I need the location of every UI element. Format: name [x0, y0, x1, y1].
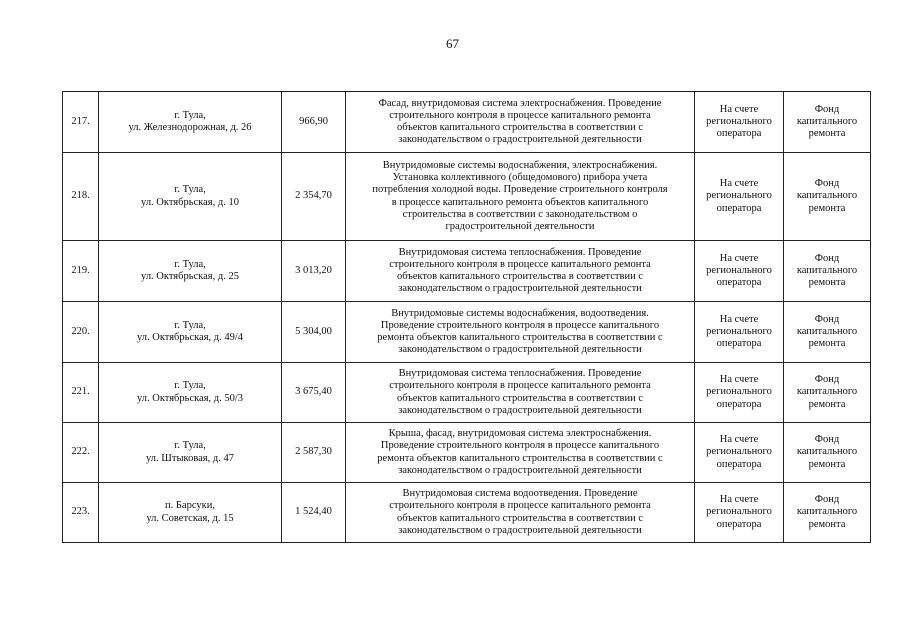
address-line: ул. Железнодорожная, д. 26	[128, 122, 252, 133]
works-description-cell	[346, 92, 695, 153]
row-number-cell: 220.	[63, 302, 99, 363]
address-line: г. Тула,	[174, 184, 206, 196]
account-holder-line: На счете	[719, 494, 759, 506]
works-description-line: объектов капитального строительства в соответствии с	[397, 512, 643, 524]
account-holder-cell	[695, 483, 784, 543]
account-holder-line: На счете	[719, 313, 759, 325]
funding-source-line: Фонд	[814, 178, 840, 190]
works-description-line: Установка коллективного (общедомового) прибора учета	[392, 172, 648, 184]
funding-source-line: Фонд	[814, 103, 840, 115]
works-description-line: Проведение строительного контроля в процессе капитального	[380, 319, 660, 331]
amount-cell: 966,90	[282, 92, 346, 153]
funding-source-line: Фонд	[814, 494, 840, 506]
account-holder-line: регионального	[706, 506, 772, 518]
account-holder-line: регионального	[706, 190, 772, 202]
funding-source-line: капитального	[796, 325, 858, 337]
address-line: ул. Октябрьская, д. 10	[141, 196, 239, 208]
works-description-line: законодательством о градостроительной деятельности	[398, 404, 642, 416]
account-holder-line: оператора	[716, 458, 762, 470]
amount-cell: 1 524,40	[282, 483, 346, 543]
amount-cell: 2 587,30	[282, 423, 346, 483]
funding-source-line: Фонд	[814, 374, 840, 386]
account-holder-cell	[695, 302, 784, 363]
address-cell	[99, 153, 282, 241]
address-line: г. Тула,	[174, 258, 206, 270]
amount-cell: 2 354,70	[282, 153, 346, 241]
works-description-line: объектов капитального строительства в соответствии с	[397, 271, 643, 282]
works-description-line: строительства в соответствии с законодательством о	[402, 208, 638, 220]
funding-source-line: капитального	[796, 386, 858, 398]
funding-source-line: ремонта	[808, 128, 846, 140]
address-line: ул. Советская, д. 15	[146, 512, 234, 524]
funding-source-line: ремонта	[808, 277, 846, 289]
works-description-line: законодательством о градостроительной деятельности	[398, 344, 642, 356]
works-description-line: объектов капитального строительства в соответствии с	[397, 122, 643, 133]
works-description-cell	[346, 483, 695, 543]
account-holder-cell	[695, 92, 784, 153]
funding-source-line: Фонд	[814, 313, 840, 325]
funding-source-line: ремонта	[808, 458, 846, 470]
address-cell	[99, 241, 282, 302]
account-holder-line: оператора	[716, 518, 762, 530]
account-holder-line: регионального	[706, 446, 772, 458]
address-cell	[99, 483, 282, 543]
table-row	[63, 483, 871, 543]
account-holder-line: оператора	[716, 398, 762, 410]
account-holder-line: На счете	[719, 103, 759, 115]
address-cell	[99, 302, 282, 363]
works-description-line: Крыша, фасад, внутридомовая система электроснабжения.	[388, 428, 652, 440]
account-holder-line: оператора	[716, 277, 762, 289]
repair-works-table	[62, 91, 871, 543]
works-description-line: Фасад, внутридомовая система электроснабжения. Проведение	[378, 97, 662, 109]
address-line: ул. Штыковая, д. 47	[146, 452, 234, 464]
address-line: п. Барсуки,	[165, 500, 215, 512]
funding-source-line: Фонд	[814, 252, 840, 264]
funding-source-line: ремонта	[808, 338, 846, 350]
funding-source-cell	[784, 241, 871, 302]
works-description-cell	[346, 241, 695, 302]
works-description-line: законодательством о градостроительной деятельности	[398, 464, 642, 476]
account-holder-line: оператора	[716, 338, 762, 350]
works-description-line: градостроительной деятельности	[445, 220, 595, 232]
works-description-line: строительного контроля в процессе капитального ремонта	[389, 109, 651, 121]
address-line: г. Тула,	[174, 319, 206, 331]
works-description-line: Проведение строительного контроля в процессе капитального	[380, 440, 660, 452]
funding-source-line: Фонд	[814, 434, 840, 446]
account-holder-cell	[695, 423, 784, 483]
account-holder-line: На счете	[719, 374, 759, 386]
funding-source-line: ремонта	[808, 398, 846, 410]
works-description-line: объектов капитального строительства в соответствии с	[397, 392, 643, 404]
row-number-cell: 221.	[63, 363, 99, 423]
works-description-line: Внутридомовые системы водоснабжения, электроснабжения.	[382, 159, 658, 171]
funding-source-cell	[784, 302, 871, 363]
table-row	[63, 363, 871, 423]
funding-source-cell	[784, 92, 871, 153]
address-cell	[99, 363, 282, 423]
address-line: ул. Октябрьская, д. 49/4	[136, 332, 244, 343]
account-holder-line: На счете	[719, 252, 759, 264]
works-description-cell	[346, 153, 695, 241]
page-number: 67	[446, 36, 459, 51]
table-row	[63, 423, 871, 483]
works-description-line: законодательством о градостроительной деятельности	[398, 524, 642, 536]
works-description-line: законодательством о градостроительной деятельности	[398, 134, 642, 146]
row-number-cell: 217.	[63, 92, 99, 153]
funding-source-line: капитального	[796, 264, 858, 276]
account-holder-line: регионального	[706, 325, 772, 337]
account-holder-line: регионального	[706, 386, 772, 398]
account-holder-cell	[695, 241, 784, 302]
works-description-line: строительного контроля в процессе капитального ремонта	[389, 500, 651, 512]
works-description-line: ремонта объектов капитального строительства в соответствии с	[377, 332, 663, 343]
amount-cell: 3 013,20	[282, 241, 346, 302]
account-holder-line: оператора	[716, 202, 762, 214]
funding-source-line: ремонта	[808, 202, 846, 214]
works-description-cell	[346, 423, 695, 483]
row-number-cell: 223.	[63, 483, 99, 543]
works-description-line: в процессе капитального ремонта объектов капитального	[391, 196, 649, 208]
funding-source-cell	[784, 423, 871, 483]
funding-source-cell	[784, 483, 871, 543]
account-holder-line: оператора	[716, 128, 762, 140]
works-description-line: Внутридомовая система водоотведения. Проведение	[402, 488, 638, 500]
account-holder-line: регионального	[706, 264, 772, 276]
works-description-cell	[346, 363, 695, 423]
account-holder-line: регионального	[706, 115, 772, 127]
account-holder-cell	[695, 153, 784, 241]
row-number-cell: 218.	[63, 153, 99, 241]
account-holder-line: На счете	[719, 434, 759, 446]
works-description-line: потребления холодной воды. Проведение строительного контроля	[372, 184, 668, 196]
table-body	[63, 92, 871, 543]
funding-source-cell	[784, 363, 871, 423]
funding-source-cell	[784, 153, 871, 241]
amount-cell: 5 304,00	[282, 302, 346, 363]
table-row	[63, 92, 871, 153]
works-description-line: строительного контроля в процессе капитального ремонта	[389, 380, 651, 392]
row-number-cell: 219.	[63, 241, 99, 302]
address-line: г. Тула,	[174, 380, 206, 392]
table-row	[63, 153, 871, 241]
funding-source-line: капитального	[796, 190, 858, 202]
account-holder-cell	[695, 363, 784, 423]
works-description-line: строительного контроля в процессе капитального ремонта	[389, 258, 651, 270]
address-line: ул. Октябрьская, д. 50/3	[136, 392, 244, 404]
address-line: г. Тула,	[174, 440, 206, 452]
funding-source-line: ремонта	[808, 518, 846, 530]
address-line: г. Тула,	[174, 109, 206, 121]
table-row	[63, 241, 871, 302]
works-description-line: Внутридомовая система теплоснабжения. Проведение	[398, 368, 642, 380]
works-description-line: законодательством о градостроительной деятельности	[398, 283, 642, 295]
address-line: ул. Октябрьская, д. 25	[141, 271, 239, 282]
works-description-line: Внутридомовые системы водоснабжения, водоотведения.	[391, 307, 649, 319]
address-cell	[99, 423, 282, 483]
address-cell	[99, 92, 282, 153]
funding-source-line: капитального	[796, 506, 858, 518]
funding-source-line: капитального	[796, 115, 858, 127]
works-description-line: ремонта объектов капитального строительства в соответствии с	[377, 452, 663, 464]
table-row	[63, 302, 871, 363]
funding-source-line: капитального	[796, 446, 858, 458]
amount-cell: 3 675,40	[282, 363, 346, 423]
works-description-cell	[346, 302, 695, 363]
row-number-cell: 222.	[63, 423, 99, 483]
works-description-line: Внутридомовая система теплоснабжения. Проведение	[398, 246, 642, 258]
account-holder-line: На счете	[719, 178, 759, 190]
